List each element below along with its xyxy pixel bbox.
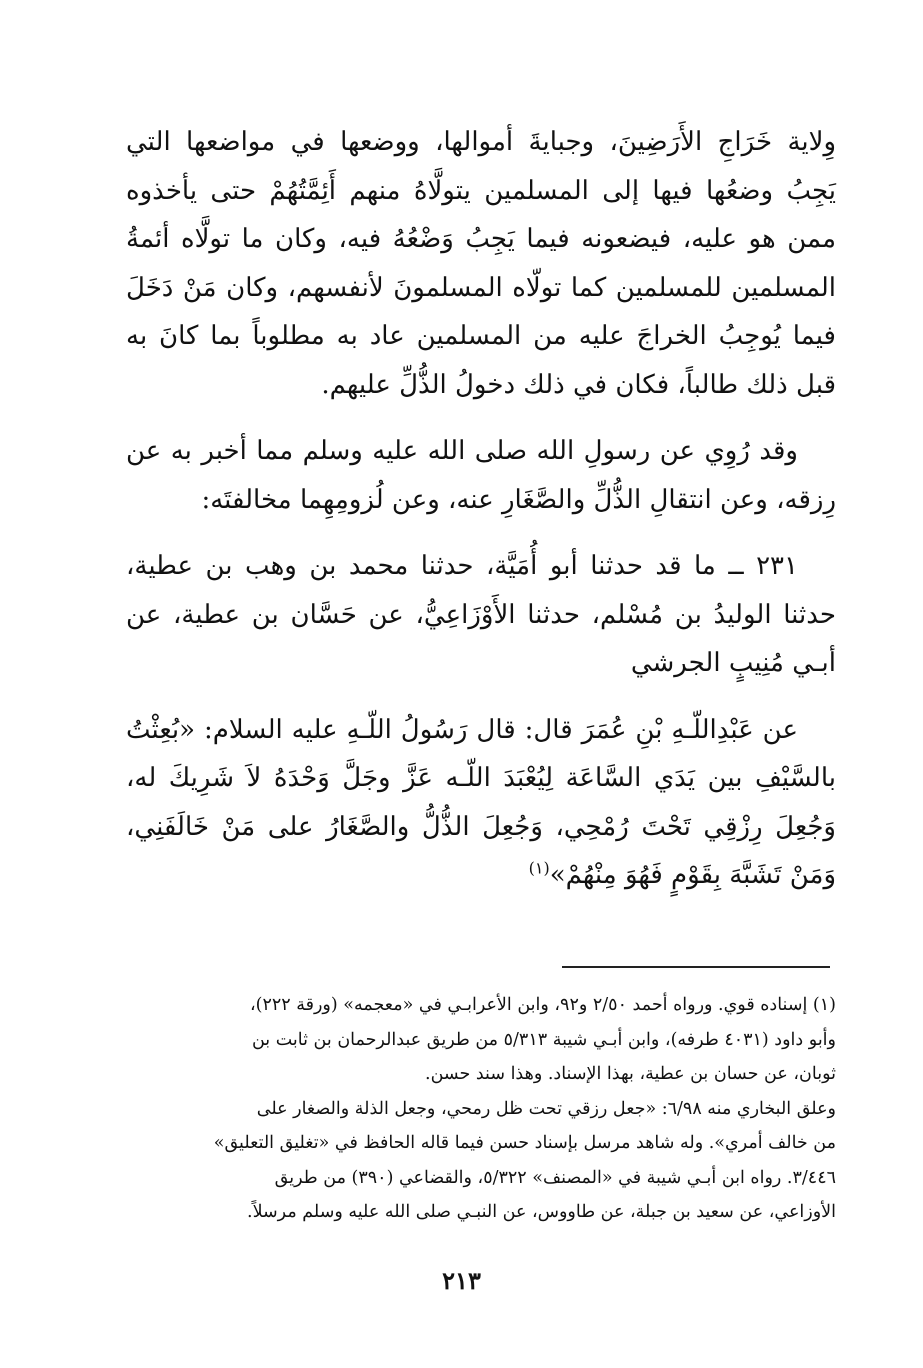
footnote-line: (١) إسناده قوي. ورواه أحمد ٢/٥٠ و٩٢، وابن الأعرابـي في «معجمه» (ورقة ٢٢٢)، bbox=[249, 995, 836, 1015]
paragraph-hadith-text bbox=[126, 706, 836, 900]
footnotes bbox=[126, 988, 836, 1230]
footnote-line: الأوزاعي، عن سعيد بن جبلة، عن طاووس، عن النبـي صلى الله عليه وسلم مرسلاً. bbox=[247, 1202, 836, 1222]
paragraph-hadith-chain: ٢٣١ ــ ما قد حدثنا أبو أُمَيَّة، حدثنا محمد بن وهب بن عطية، حدثنا الوليدُ بن مُسْلم، حدثنا الأَوْزَاعِيُّ، عن حَسَّان بن عطية، عن أبـي مُنِيبٍ الجرشي bbox=[126, 551, 836, 678]
footnote-separator bbox=[562, 966, 830, 968]
footnote-line: من خالف أمري». وله شاهد مرسل بإسناد حسن فيما قاله الحافظ في «تغليق التعليق» bbox=[213, 1133, 836, 1153]
footnote-line: وعلق البخاري منه ٦/٩٨: «جعل رزقي تحت ظل رمحي، وجعل الذلة والصغار على bbox=[256, 1098, 836, 1119]
main-text bbox=[126, 118, 836, 900]
footnote-line: ثوبان، عن حسان بن عطية، بهذا الإسناد. وهذا سند حسن. bbox=[425, 1064, 836, 1084]
paragraph-2: وقد رُوِي عن رسولِ الله صلى الله عليه وسلم مما أخبر به عن رِزقه، وعن انتقالِ الذُّلِّ والصَّغَارِ عنه، وعن لُزومِهِما مخالفتَه: bbox=[126, 436, 836, 515]
footnote-line: ٣/٤٤٦. رواه ابن أبـي شيبة في «المصنف» ٥/٣٢٢، والقضاعي (٣٩٠) من طريق bbox=[274, 1167, 836, 1188]
paragraph-1: وِلاية خَرَاجِ الأَرَضِينَ، وجبايةَ أموالها، ووضعها في مواضعها التي يَجِبُ وضعُها فيها إلى المسلمين يتولَّاهُ منهم أَئِمَّتُهُمْ حتى يأخذوه ممن هو عليه، فيضعونه فيما يَجِبُ وَضْعُهُ فيه، وكان ما تولَّاه أئمةُ المسلمين للمسلمين كما تولّاه المسلمونَ لأنفسهم، وكان مَنْ دَخَلَ فيما يُوجِبُ الخراجَ عليه من المسلمين عاد به مطلوباً بما كانَ به قبل ذلك طالباً، فكان في ذلك دخولُ الذُّلِّ عليهم. bbox=[126, 127, 836, 400]
footnote-reference: (١) bbox=[528, 858, 550, 878]
page-number: ٢١٣ bbox=[442, 1266, 481, 1295]
hadith-text: عن عَبْدِاللّـهِ بْنِ عُمَرَ قال: قال رَسُولُ اللّـهِ عليه السلام: «بُعِثْتُ بالسَّيْفِ بين يَدَي السَّاعَة لِيُعْبَدَ اللّـه عَزَّ وجَلَّ وَحْدَهُ لاَ شَرِيكَ له، وَجُعِلَ رِزْقِي تَحْتَ رُمْحِي، وَجُعِلَ الذُّلُّ والصَّغَارُ على مَنْ خَالَفَنِي، وَمَنْ تَشَبَّهَ بِقَوْمٍ فَهُوَ مِنْهُمْ» bbox=[126, 714, 836, 890]
footnote-line: وأبو داود (٤٠٣١ طرفه)، وابن أبـي شيبة ٥/٣١٣ من طريق عبدالرحمان بن ثابت بن bbox=[251, 1029, 836, 1050]
